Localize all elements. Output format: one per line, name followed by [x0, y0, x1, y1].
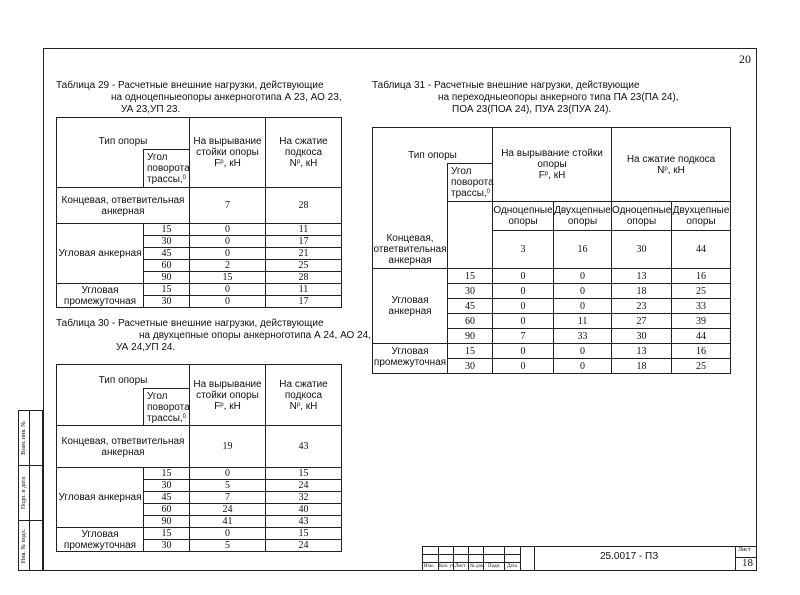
- table30-row-end: Концевая, ответвительная анкерная 19 43: [57, 426, 342, 468]
- table30-header-press: На сжатие подкоса $N^р$, кН: [266, 365, 342, 426]
- table30-caption-line1: Таблица 30 - Расчетные внешние нагрузки, действующие: [56, 318, 324, 329]
- tb-label-list: Лист: [455, 564, 466, 569]
- strip-replace-inv: Взам. инв. №: [21, 421, 27, 455]
- table31-end-label: Концевая, ответвительная анкерная: [373, 202, 448, 269]
- table-row: Угловая промежуточная 15 0 15: [57, 528, 342, 540]
- table29-caption-line3: УА 23,УП 23.: [121, 104, 181, 115]
- title-block: [422, 546, 757, 571]
- table-row: Угловая анкерная 15 0 15: [57, 468, 342, 480]
- strip-inv-orig: Инв. № подл.: [21, 528, 27, 563]
- table30: [56, 364, 342, 552]
- table30-mid-label: Угловая промежуточная: [57, 528, 144, 552]
- table30-header-pull: На вырывание стойки опоры $F^р$, кН: [190, 365, 266, 426]
- tb-label-date: Дата: [507, 564, 517, 569]
- tb-label-izm: Изм.: [424, 564, 434, 569]
- table-row: 90 15 28: [57, 272, 342, 284]
- table29-caption-line1: Таблица 29 - Расчетные внешние нагрузки, действующие: [56, 80, 324, 91]
- table-row: Угловая промежуточная 15 0 0 13 16: [373, 344, 731, 359]
- table30-header-angle: Угол поворота трассы,$^0$: [144, 389, 190, 426]
- table31-sub-double-press: Двухцепные опоры: [672, 202, 731, 231]
- table-row: 60 2 25: [57, 260, 342, 272]
- table30-caption-line2: на двухцепные опоры анкерноготипа А 24, АО 24,: [139, 330, 372, 341]
- table-row: 45 7 32: [57, 492, 342, 504]
- table-row: 30 5 24: [57, 480, 342, 492]
- table-row: Угловая анкерная 15 0 11: [57, 224, 342, 236]
- table-row: 45 0 0 23 33: [373, 299, 731, 314]
- table31-header-type: Тип опоры: [373, 128, 493, 164]
- table30-caption-line3: УА 24,УП 24.: [116, 342, 176, 353]
- table29-corner-label: Угловая анкерная: [57, 224, 144, 284]
- tb-label-podp: Подп.: [488, 564, 501, 569]
- table-row: 30 5 24: [57, 540, 342, 552]
- table-row: 90 41 43: [57, 516, 342, 528]
- table29-end-label: Концевая, ответвительная анкерная: [57, 188, 190, 224]
- table31-caption: [372, 80, 679, 116]
- table-row: 30 0 17: [57, 236, 342, 248]
- table30-caption: [56, 318, 371, 354]
- table30-corner-label: Угловая анкерная: [57, 468, 144, 528]
- table-row: 90 7 33 30 44: [373, 329, 731, 344]
- table29-row-end: Концевая, ответвительная анкерная 7 28: [57, 188, 342, 224]
- table-row: 45 0 21: [57, 248, 342, 260]
- tb-label-doc: № док.: [470, 564, 485, 569]
- table-row: 30 0 17: [57, 296, 342, 308]
- strip-sign-date: Подп. и дата: [21, 476, 27, 510]
- table-row: 30 0 0 18 25: [373, 359, 731, 374]
- table30-header-type: Тип опоры: [57, 365, 190, 389]
- table31: [372, 127, 731, 374]
- table31-sub-double-pull: Двухцепные опоры: [554, 202, 612, 231]
- table31-caption-line2: на переходныеопоры анкерного типа ПА 23(ПА 24),: [438, 92, 679, 103]
- table30-end-label: Концевая, ответвительная анкерная: [57, 426, 190, 468]
- table31-mid-label: Угловая промежуточная: [373, 344, 448, 374]
- table31-corner-label: Угловая анкерная: [373, 269, 448, 344]
- table-row: 30 0 0 18 25: [373, 284, 731, 299]
- binding-strip: [18, 410, 43, 571]
- sheet-label: Лист: [738, 547, 751, 553]
- tb-label-kol: Кол. уч.: [439, 564, 456, 569]
- table29-caption-line2: на одноцепныеопоры анкерноготипа А 23, АО 23,: [111, 92, 342, 103]
- document-code: 25.0017 - ПЗ: [600, 551, 659, 562]
- table-row: Угловая промежуточная 15 0 11: [57, 284, 342, 296]
- table29-caption: [56, 80, 342, 116]
- table29-mid-label: Угловая промежуточная: [57, 284, 144, 308]
- table31-caption-line1: Таблица 31 - Расчетные внешние нагрузки, действующие: [372, 80, 640, 91]
- table31-sub-single-pull: Одноцепные опоры: [493, 202, 554, 231]
- table31-sub-single-press: Одноцепные опоры: [612, 202, 672, 231]
- table29-header-angle: Угол поворота трассы,$^0$: [144, 150, 190, 188]
- table31-header-pull: На вырывание стойки опоры $F^р$, кН: [493, 128, 612, 202]
- table-row: Угловая анкерная 15 0 0 13 16: [373, 269, 731, 284]
- table31-caption-line3: ПОА 23(ПОА 24), ПУА 23(ПУА 24).: [452, 104, 612, 115]
- table-row: 60 24 40: [57, 504, 342, 516]
- sheet-number: 18: [742, 557, 753, 569]
- table31-header-angle: Угол поворота трассы,$^0$: [448, 164, 493, 202]
- table-row: 60 0 11 27 39: [373, 314, 731, 329]
- table31-row-end: 3 16 30 44: [373, 231, 731, 269]
- table29: [56, 117, 342, 308]
- page-number: 20: [739, 52, 751, 66]
- table29-header-pull: На вырывание стойки опоры $F^р$, кН: [190, 118, 266, 188]
- table31-header-press: На сжатие подкоса $N^р$, кН: [612, 128, 731, 202]
- table29-header-press: На сжатие подкоса $N^р$, кН: [266, 118, 342, 188]
- table29-header-type: Тип опоры: [57, 118, 190, 150]
